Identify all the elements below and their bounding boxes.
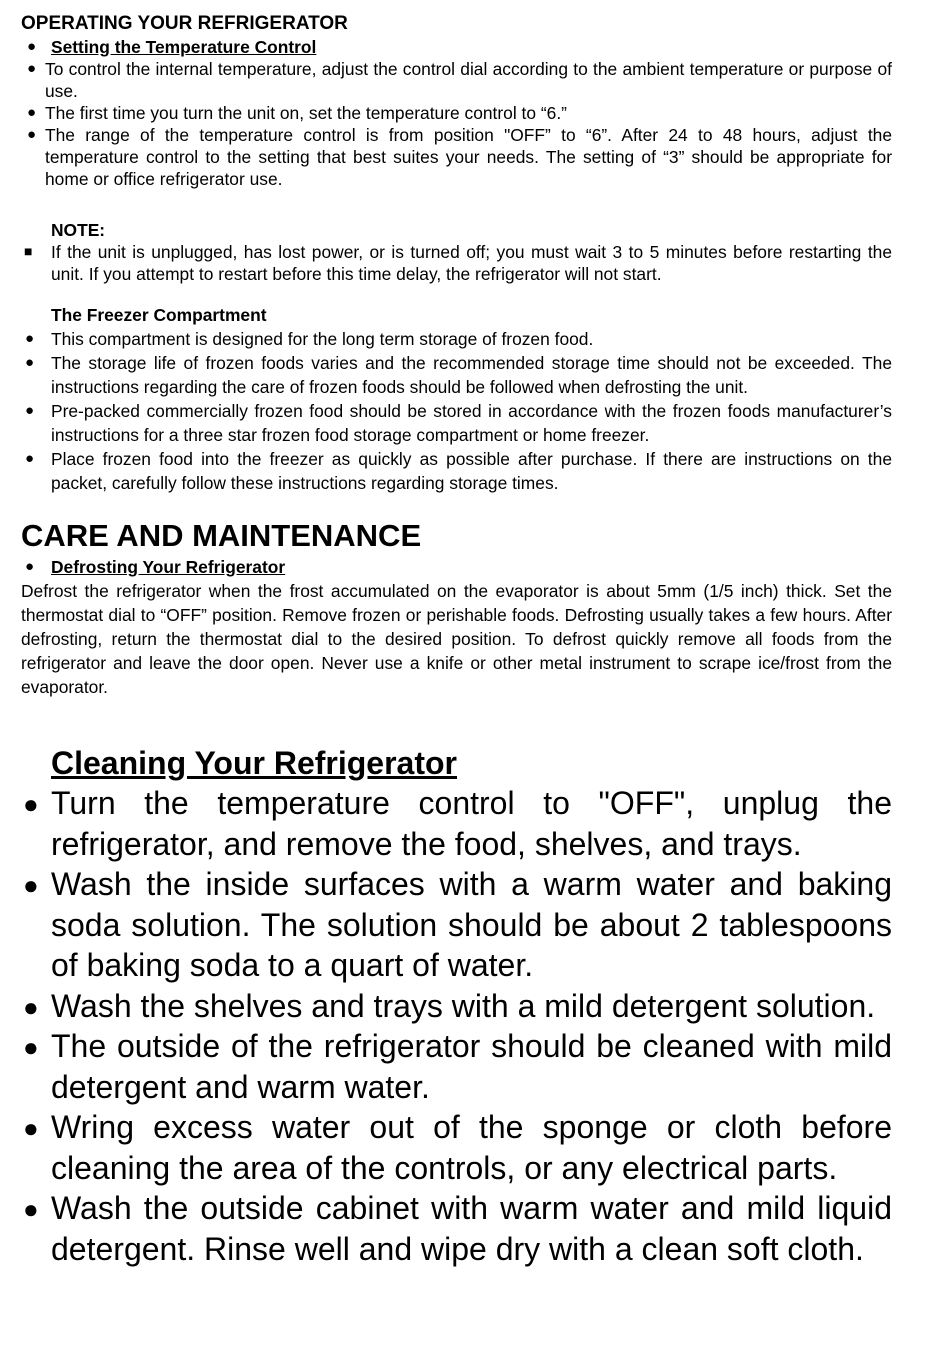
list-item: ● To control the internal temperature, adjust the control dial according to the ambient temperature or purpose of use.: [27, 59, 892, 101]
manual-page: [21, 12, 892, 1269]
bullet-icon: ●: [23, 991, 39, 1022]
defrosting-subheading-row: [21, 555, 892, 579]
list-item: ● Place frozen food into the freezer as quickly as possible after purchase. If there are instructions on the packet, carefully follow these instructions regarding storage times.: [25, 449, 892, 493]
list-item: ● The storage life of frozen foods varies and the recommended storage time should not be exceeded. The instructions regarding the care of frozen foods should be followed when defrosting the unit.: [25, 353, 892, 397]
bullet-icon: ●: [25, 450, 35, 467]
note-heading: NOTE:: [51, 220, 106, 240]
bullet-icon: ●: [25, 558, 35, 575]
cleaning-list: [21, 783, 892, 1269]
bullet-icon: ●: [25, 354, 35, 371]
list-item: ● The outside of the refrigerator should be cleaned with mild detergent and warm water.: [23, 1028, 892, 1105]
bullet-icon: ●: [23, 1032, 39, 1062]
list-item: ● Turn the temperature control to "OFF", unplug the refrigerator, and remove the food, shelves, and trays.: [23, 785, 892, 862]
list-item: [21, 36, 892, 58]
defrosting-subheading: Defrosting Your Refrigerator: [51, 557, 286, 577]
bullet-icon: ●: [25, 330, 35, 347]
bullet-icon: ●: [25, 402, 35, 419]
list-item: ■ If the unit is unplugged, has lost power, or is turned off; you must wait 3 to 5 minutes before restarting the unit. If you attempt to restart before this time delay, the refrigerator will not start.: [24, 242, 892, 284]
bullet-icon: ●: [23, 1113, 39, 1143]
cleaning-heading: Cleaning Your Refrigerator: [51, 745, 457, 781]
defrosting-paragraph: Defrost the refrigerator when the frost accumulated on the evaporator is about 5mm (1/5 inch) thick. Set the thermostat dial to “OFF” position. Remove frozen or perishable foods. Defrosting usually takes a few hours. After defrosting, return the thermostat dial to the desired position. To defrost quickly remove all foods from the refrigerator and leave the door open. Never use a knife or other metal instrument to scrape ice/frost from the evaporator.: [21, 581, 892, 697]
bullet-icon: ●: [27, 104, 37, 121]
square-bullet-icon: ■: [24, 243, 33, 259]
temperature-control-list: [21, 36, 892, 190]
bullet-icon: ●: [23, 789, 39, 819]
care-maintenance-heading: CARE AND MAINTENANCE: [21, 518, 422, 553]
bullet-icon: ●: [23, 1194, 39, 1224]
freezer-heading: The Freezer Compartment: [51, 305, 267, 325]
list-item: ● Wash the outside cabinet with warm water and mild liquid detergent. Rinse well and wipe dry with a clean soft cloth.: [23, 1190, 892, 1267]
list-item: ● Pre-packed commercially frozen food should be stored in accordance with the frozen foods manufacturer’s instructions for a three star frozen food storage compartment or home freezer.: [25, 401, 892, 445]
list-item: ● This compartment is designed for the long term storage of frozen food.: [25, 329, 594, 349]
bullet-icon: ●: [27, 126, 37, 143]
freezer-list: [21, 327, 892, 495]
bullet-icon: ●: [27, 60, 37, 77]
note-list: [21, 241, 892, 285]
list-item: ● The range of the temperature control is from position "OFF” to “6”. After 24 to 48 hours, adjust the temperature control to the setting that best suites your needs. The setting of “3” should be appropriate for home or office refrigerator use.: [27, 125, 892, 189]
list-item: ● The first time you turn the unit on, set the temperature control to “6.”: [27, 103, 567, 123]
list-item: ● Wring excess water out of the sponge or cloth before cleaning the area of the controls, or any electrical parts.: [23, 1109, 892, 1186]
operating-heading: OPERATING YOUR REFRIGERATOR: [21, 13, 348, 34]
list-item: ● Wash the inside surfaces with a warm water and baking soda solution. The solution should be about 2 tablespoons of baking soda to a quart of water.: [23, 866, 892, 983]
list-item: ● Wash the shelves and trays with a mild detergent solution.: [21, 986, 892, 1027]
bullet-icon: ●: [23, 870, 39, 900]
temperature-control-subheading: Setting the Temperature Control: [51, 37, 317, 57]
bullet-icon: ●: [27, 38, 37, 55]
